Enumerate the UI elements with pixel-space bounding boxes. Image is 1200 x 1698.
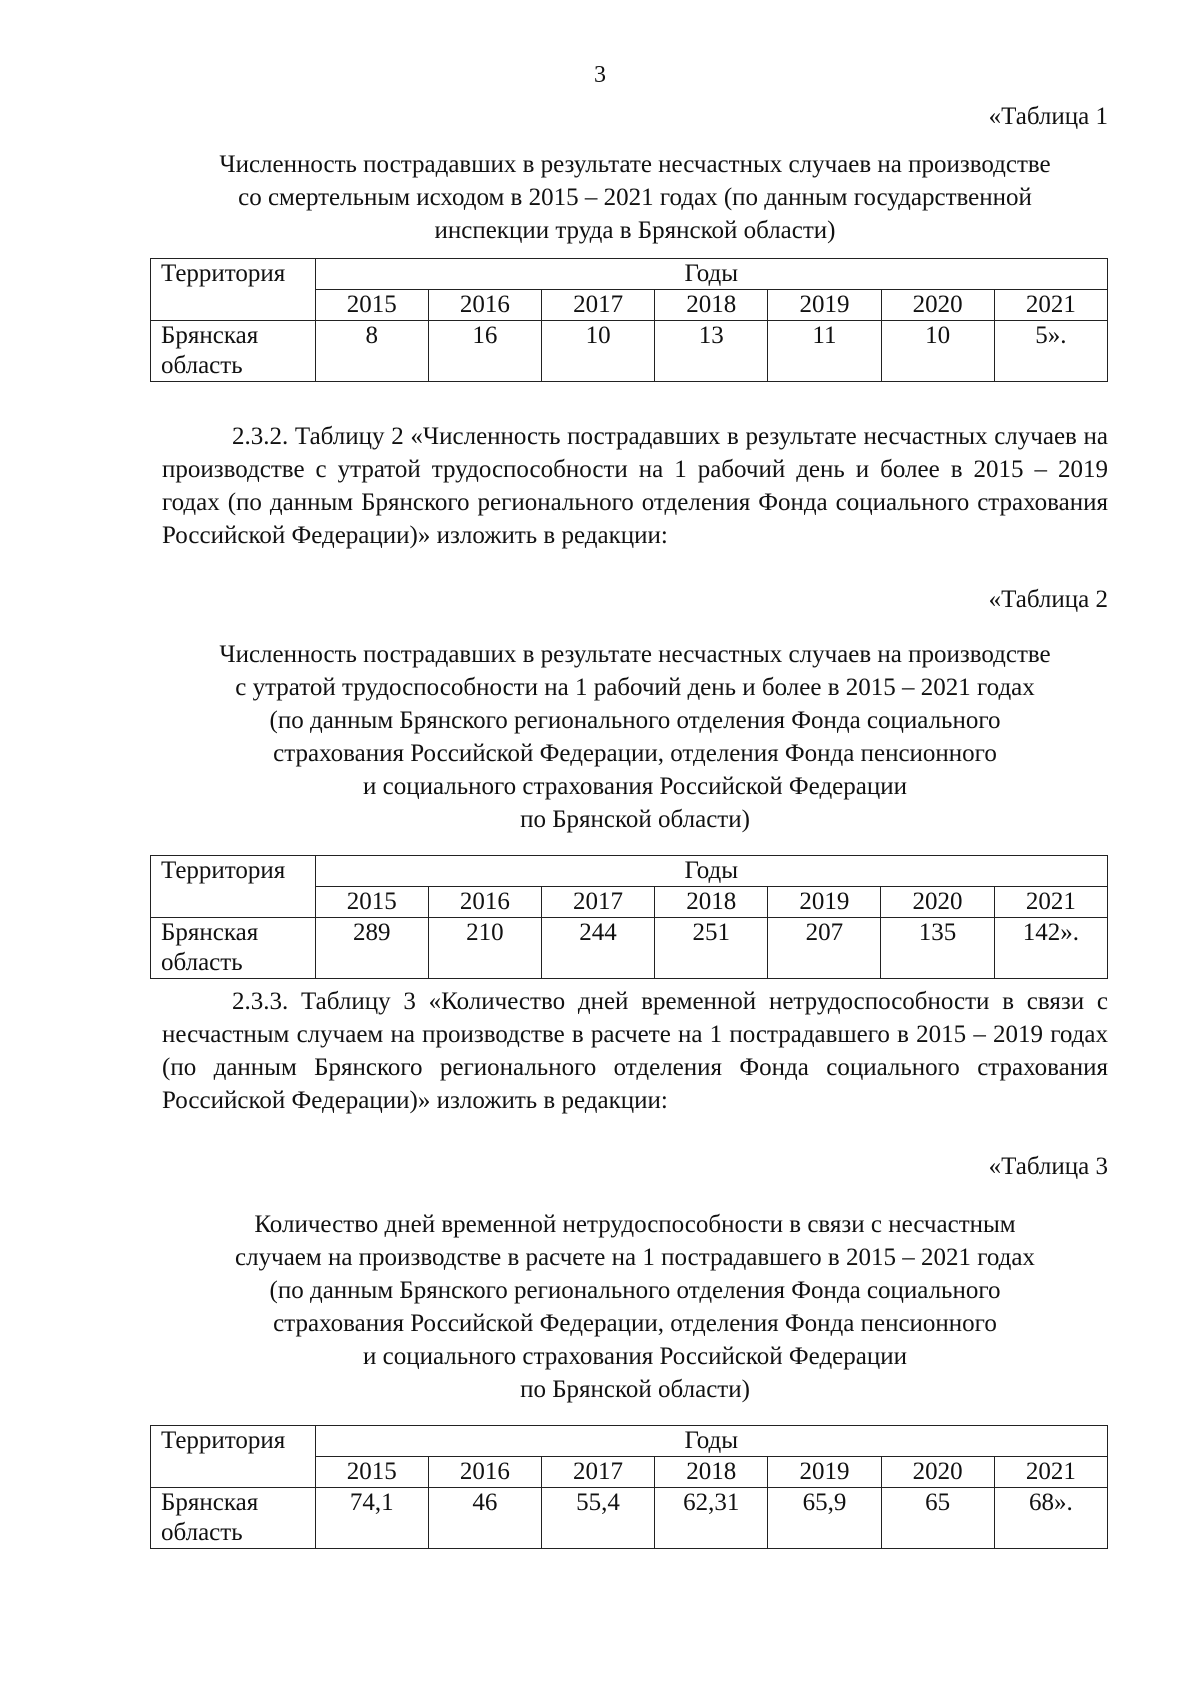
year-cell: 2019 (768, 290, 881, 321)
value-cell: 251 (655, 918, 768, 979)
table3-title-line: и социального страхования Российской Федерации (362, 1343, 907, 1370)
value-cell: 74,1 (315, 1488, 428, 1549)
value-cell: 16 (428, 321, 541, 382)
row-label (151, 321, 316, 382)
year-cell: 2017 (541, 1457, 654, 1488)
header-territory: Территория (151, 1426, 316, 1488)
year-cell: 2017 (541, 887, 654, 918)
page-number: 3 (594, 62, 606, 88)
table1-title (162, 148, 1108, 247)
table1 (150, 258, 1108, 382)
row-label-line: область (161, 352, 243, 379)
year-cell: 2019 (768, 887, 881, 918)
value-cell: 65 (881, 1488, 994, 1549)
year-cell: 2019 (768, 1457, 881, 1488)
year-cell: 2020 (881, 290, 994, 321)
value-cell: 135 (881, 918, 994, 979)
table2-title-line: с утратой трудоспособности на 1 рабочий день и более в 2015 – 2021 годах (235, 674, 1035, 701)
table3-caption: «Таблица 3 (988, 1153, 1108, 1180)
table3-title-line: Количество дней временной нетрудоспособности в связи с несчастным (254, 1211, 1016, 1238)
value-cell: 244 (541, 918, 654, 979)
year-cell: 2021 (994, 887, 1107, 918)
table1-title-line: Численность пострадавших в результате несчастных случаев на производстве (219, 151, 1051, 178)
table3-title-line: страхования Российской Федерации, отделения Фонда пенсионного (273, 1310, 997, 1337)
table2-title-line: (по данным Брянского регионального отделения Фонда социального (269, 707, 1001, 734)
table3-title-line: (по данным Брянского регионального отделения Фонда социального (269, 1277, 1001, 1304)
value-cell: 11 (768, 321, 881, 382)
value-cell: 207 (768, 918, 881, 979)
table1-title-line: инспекции труда в Брянской области) (434, 217, 836, 244)
value-cell: 289 (315, 918, 428, 979)
year-cell: 2020 (881, 1457, 994, 1488)
year-cell: 2017 (541, 290, 654, 321)
table2-title-line: по Брянской области) (520, 806, 750, 833)
table2-caption: «Таблица 2 (988, 586, 1108, 613)
value-cell: 62,31 (655, 1488, 768, 1549)
value-cell: 68». (994, 1488, 1107, 1549)
value-cell: 8 (315, 321, 428, 382)
year-cell: 2021 (994, 1457, 1107, 1488)
year-cell: 2015 (315, 290, 428, 321)
table1-title-line: со смертельным исходом в 2015 – 2021 годах (по данным государственной (238, 184, 1032, 211)
value-cell: 10 (881, 321, 994, 382)
paragraph-2-3-3: 2.3.3. Таблицу 3 «Количество дней временной нетрудоспособности в связи с несчастным случаем на производстве в расчете на 1 пострадавшего в 2015 – 2019 годах (по данным Брянского регионального отделения Фонда социального страхования Российской Федерации)» изложить в редакции: (162, 988, 1108, 1114)
year-cell: 2016 (428, 290, 541, 321)
year-cell: 2018 (655, 290, 768, 321)
value-cell: 55,4 (541, 1488, 654, 1549)
value-cell: 142». (994, 918, 1107, 979)
header-years: Годы (315, 1426, 1107, 1457)
table3-title (162, 1208, 1108, 1406)
value-cell: 210 (428, 918, 541, 979)
year-cell: 2016 (428, 1457, 541, 1488)
row-label-line: область (161, 949, 243, 976)
year-cell: 2020 (881, 887, 994, 918)
row-label (151, 918, 316, 979)
row-label-line: Брянская (161, 322, 259, 349)
row-label-line: Брянская (161, 919, 259, 946)
value-cell: 65,9 (768, 1488, 881, 1549)
header-years: Годы (315, 856, 1107, 887)
table2-title-line: Численность пострадавших в результате несчастных случаев на производстве (219, 641, 1051, 668)
value-cell: 46 (428, 1488, 541, 1549)
table2-title-line: страхования Российской Федерации, отделения Фонда пенсионного (273, 740, 997, 767)
table1-caption: «Таблица 1 (988, 103, 1108, 130)
header-territory: Территория (151, 259, 316, 321)
row-label (151, 1488, 316, 1549)
table2-title (162, 638, 1108, 836)
table2-title-line: и социального страхования Российской Федерации (362, 773, 907, 800)
year-cell: 2018 (655, 1457, 768, 1488)
value-cell: 5». (994, 321, 1107, 382)
header-years: Годы (315, 259, 1107, 290)
table3-title-line: случаем на производстве в расчете на 1 пострадавшего в 2015 – 2021 годах (235, 1244, 1035, 1271)
table3-title-line: по Брянской области) (520, 1376, 750, 1403)
year-cell: 2015 (315, 1457, 428, 1488)
header-territory: Территория (151, 856, 316, 918)
paragraph-2-3-2: 2.3.2. Таблицу 2 «Численность пострадавших в результате несчастных случаев на производстве с утратой трудоспособности на 1 рабочий день и более в 2015 – 2019 годах (по данным Брянского регионального отделения Фонда социального страхования Российской Федерации)» изложить в редакции: (162, 423, 1108, 549)
year-cell: 2015 (315, 887, 428, 918)
row-label-line: область (161, 1519, 243, 1546)
value-cell: 13 (655, 321, 768, 382)
year-cell: 2021 (994, 290, 1107, 321)
year-cell: 2016 (428, 887, 541, 918)
row-label-line: Брянская (161, 1489, 259, 1516)
table3 (150, 1425, 1108, 1549)
value-cell: 10 (541, 321, 654, 382)
table2 (150, 855, 1108, 979)
year-cell: 2018 (655, 887, 768, 918)
